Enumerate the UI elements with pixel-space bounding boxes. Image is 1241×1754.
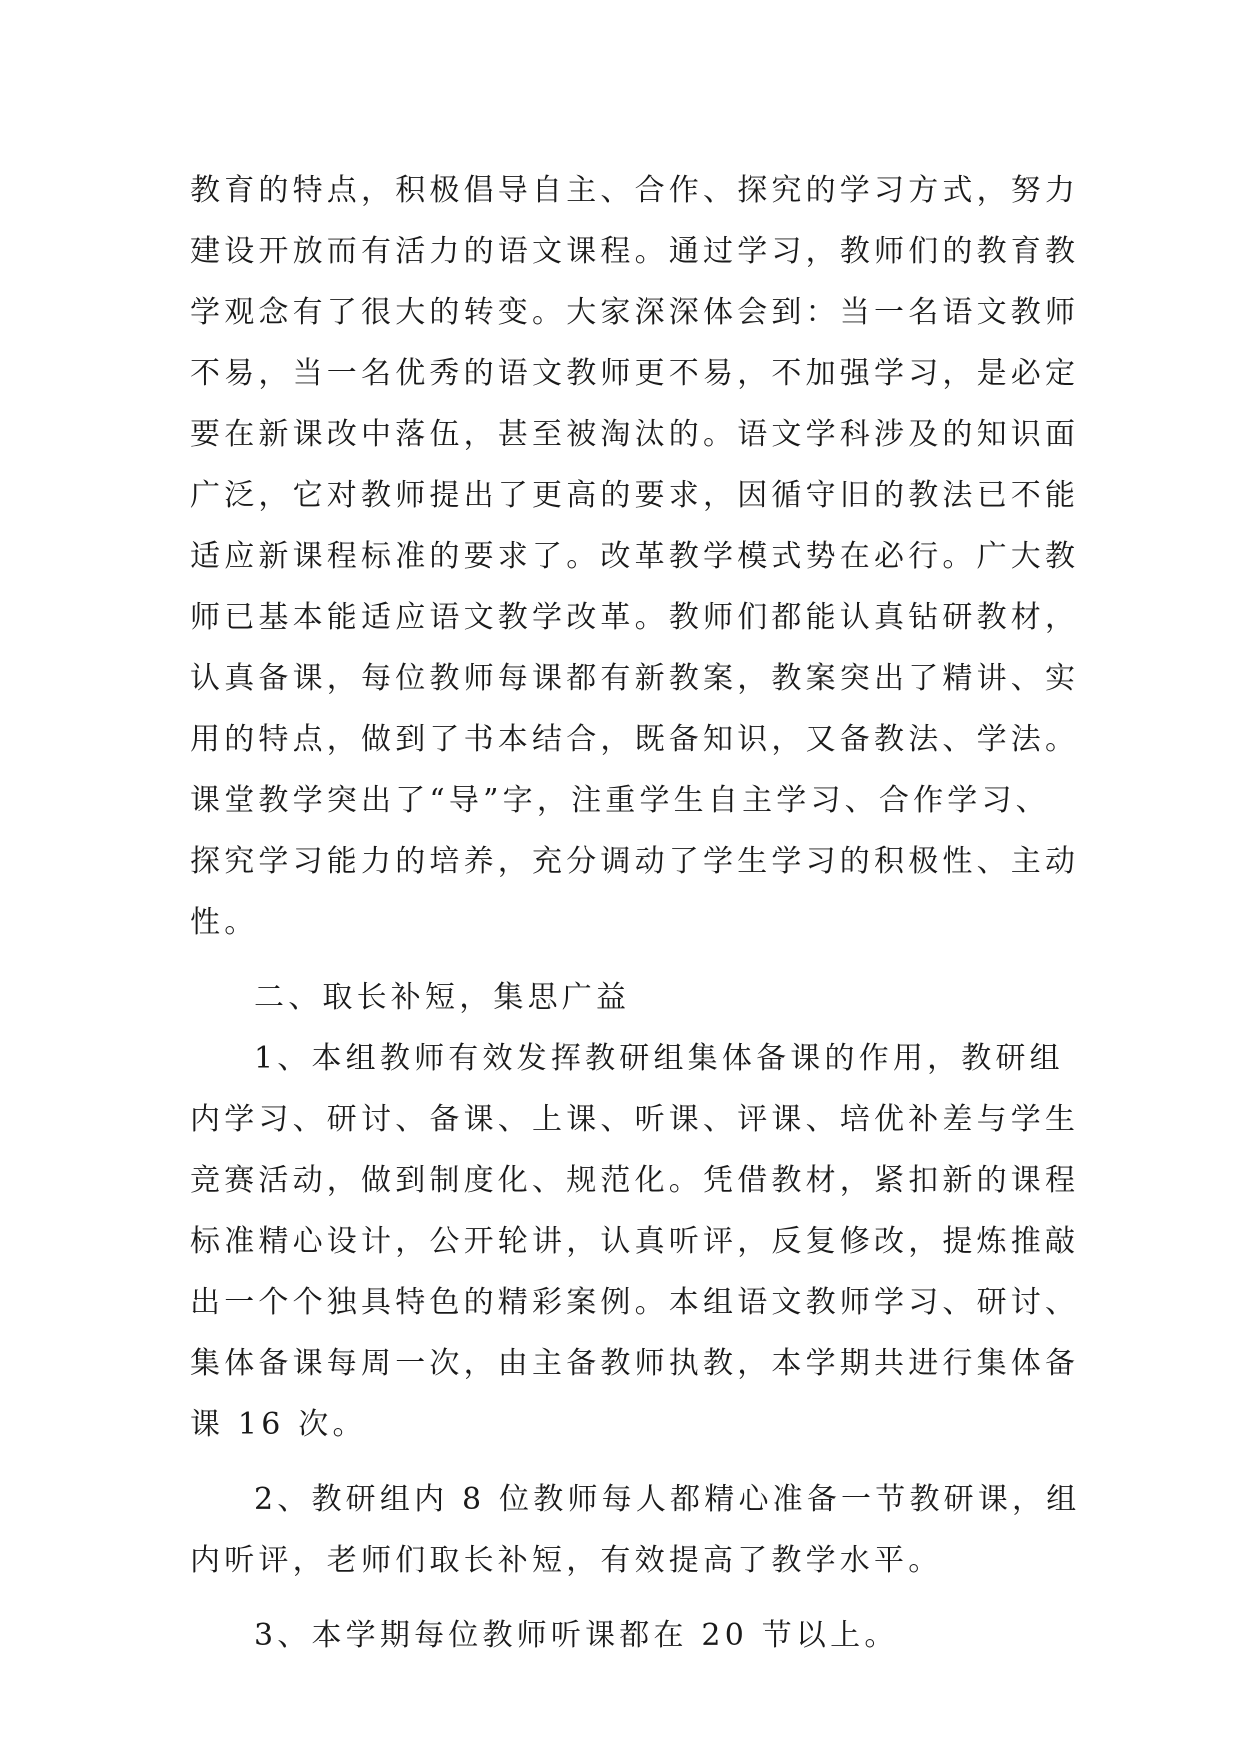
- text-line: 师已基本能适应语文教学改革。教师们都能认真钻研教材，: [190, 600, 1080, 635]
- intro-paragraph: [190, 160, 1080, 953]
- text-line: 探究学习能力的培养，充分调动了学生学习的积极性、主动: [190, 844, 1080, 879]
- text-line: 内听评，老师们取长补短，有效提高了教学水平。: [190, 1543, 943, 1578]
- item-1-paragraph: [190, 1028, 1080, 1455]
- text-line: 教育的特点，积极倡导自主、合作、探究的学习方式，努力: [190, 173, 1080, 208]
- item-2-paragraph: [190, 1469, 1081, 1591]
- text-line: 不易，当一名优秀的语文教师更不易，不加强学习，是必定: [190, 356, 1080, 391]
- text-line: 用的特点，做到了书本结合，既备知识，又备教法、学法。: [190, 722, 1080, 757]
- text-line: 出一个个独具特色的精彩案例。本组语文教师学习、研讨、: [190, 1285, 1080, 1320]
- text-line: 标准精心设计，公开轮讲，认真听评，反复修改，提炼推敲: [190, 1224, 1080, 1259]
- text-line: 内学习、研讨、备课、上课、听课、评课、培优补差与学生: [190, 1102, 1080, 1137]
- section-heading: 二、取长补短，集思广益: [254, 980, 631, 1015]
- text-line: 学观念有了很大的转变。大家深深体会到：当一名语文教师: [190, 295, 1080, 330]
- text-line: 建设开放而有活力的语文课程。通过学习，教师们的教育教: [190, 234, 1080, 269]
- text-line: 适应新课程标准的要求了。改革教学模式势在必行。广大教: [190, 539, 1080, 574]
- text-line: 3、本学期每位教师听课都在 20 节以上。: [254, 1618, 899, 1653]
- text-line: 2、教研组内 8 位教师每人都精心准备一节教研课，组: [254, 1482, 1081, 1517]
- text-line: 认真备课，每位教师每课都有新教案，教案突出了精讲、实: [190, 661, 1080, 696]
- text-line: 1、本组教师有效发挥教研组集体备课的作用，教研组: [254, 1041, 1064, 1076]
- text-line: 广泛，它对教师提出了更高的要求，因循守旧的教法已不能: [190, 478, 1080, 513]
- text-line: 课 16 次。: [190, 1407, 367, 1442]
- text-line: 课堂教学突出了“导”字，注重学生自主学习、合作学习、: [190, 783, 1050, 818]
- text-line: 竞赛活动，做到制度化、规范化。凭借教材，紧扣新的课程: [190, 1163, 1080, 1198]
- text-line: 集体备课每周一次，由主备教师执教，本学期共进行集体备: [190, 1346, 1080, 1381]
- text-line: 要在新课改中落伍，甚至被淘汰的。语文学科涉及的知识面: [190, 417, 1080, 452]
- document-body: [190, 160, 1081, 1666]
- item-3-paragraph: [190, 1605, 1070, 1666]
- text-line: 性。: [190, 905, 259, 940]
